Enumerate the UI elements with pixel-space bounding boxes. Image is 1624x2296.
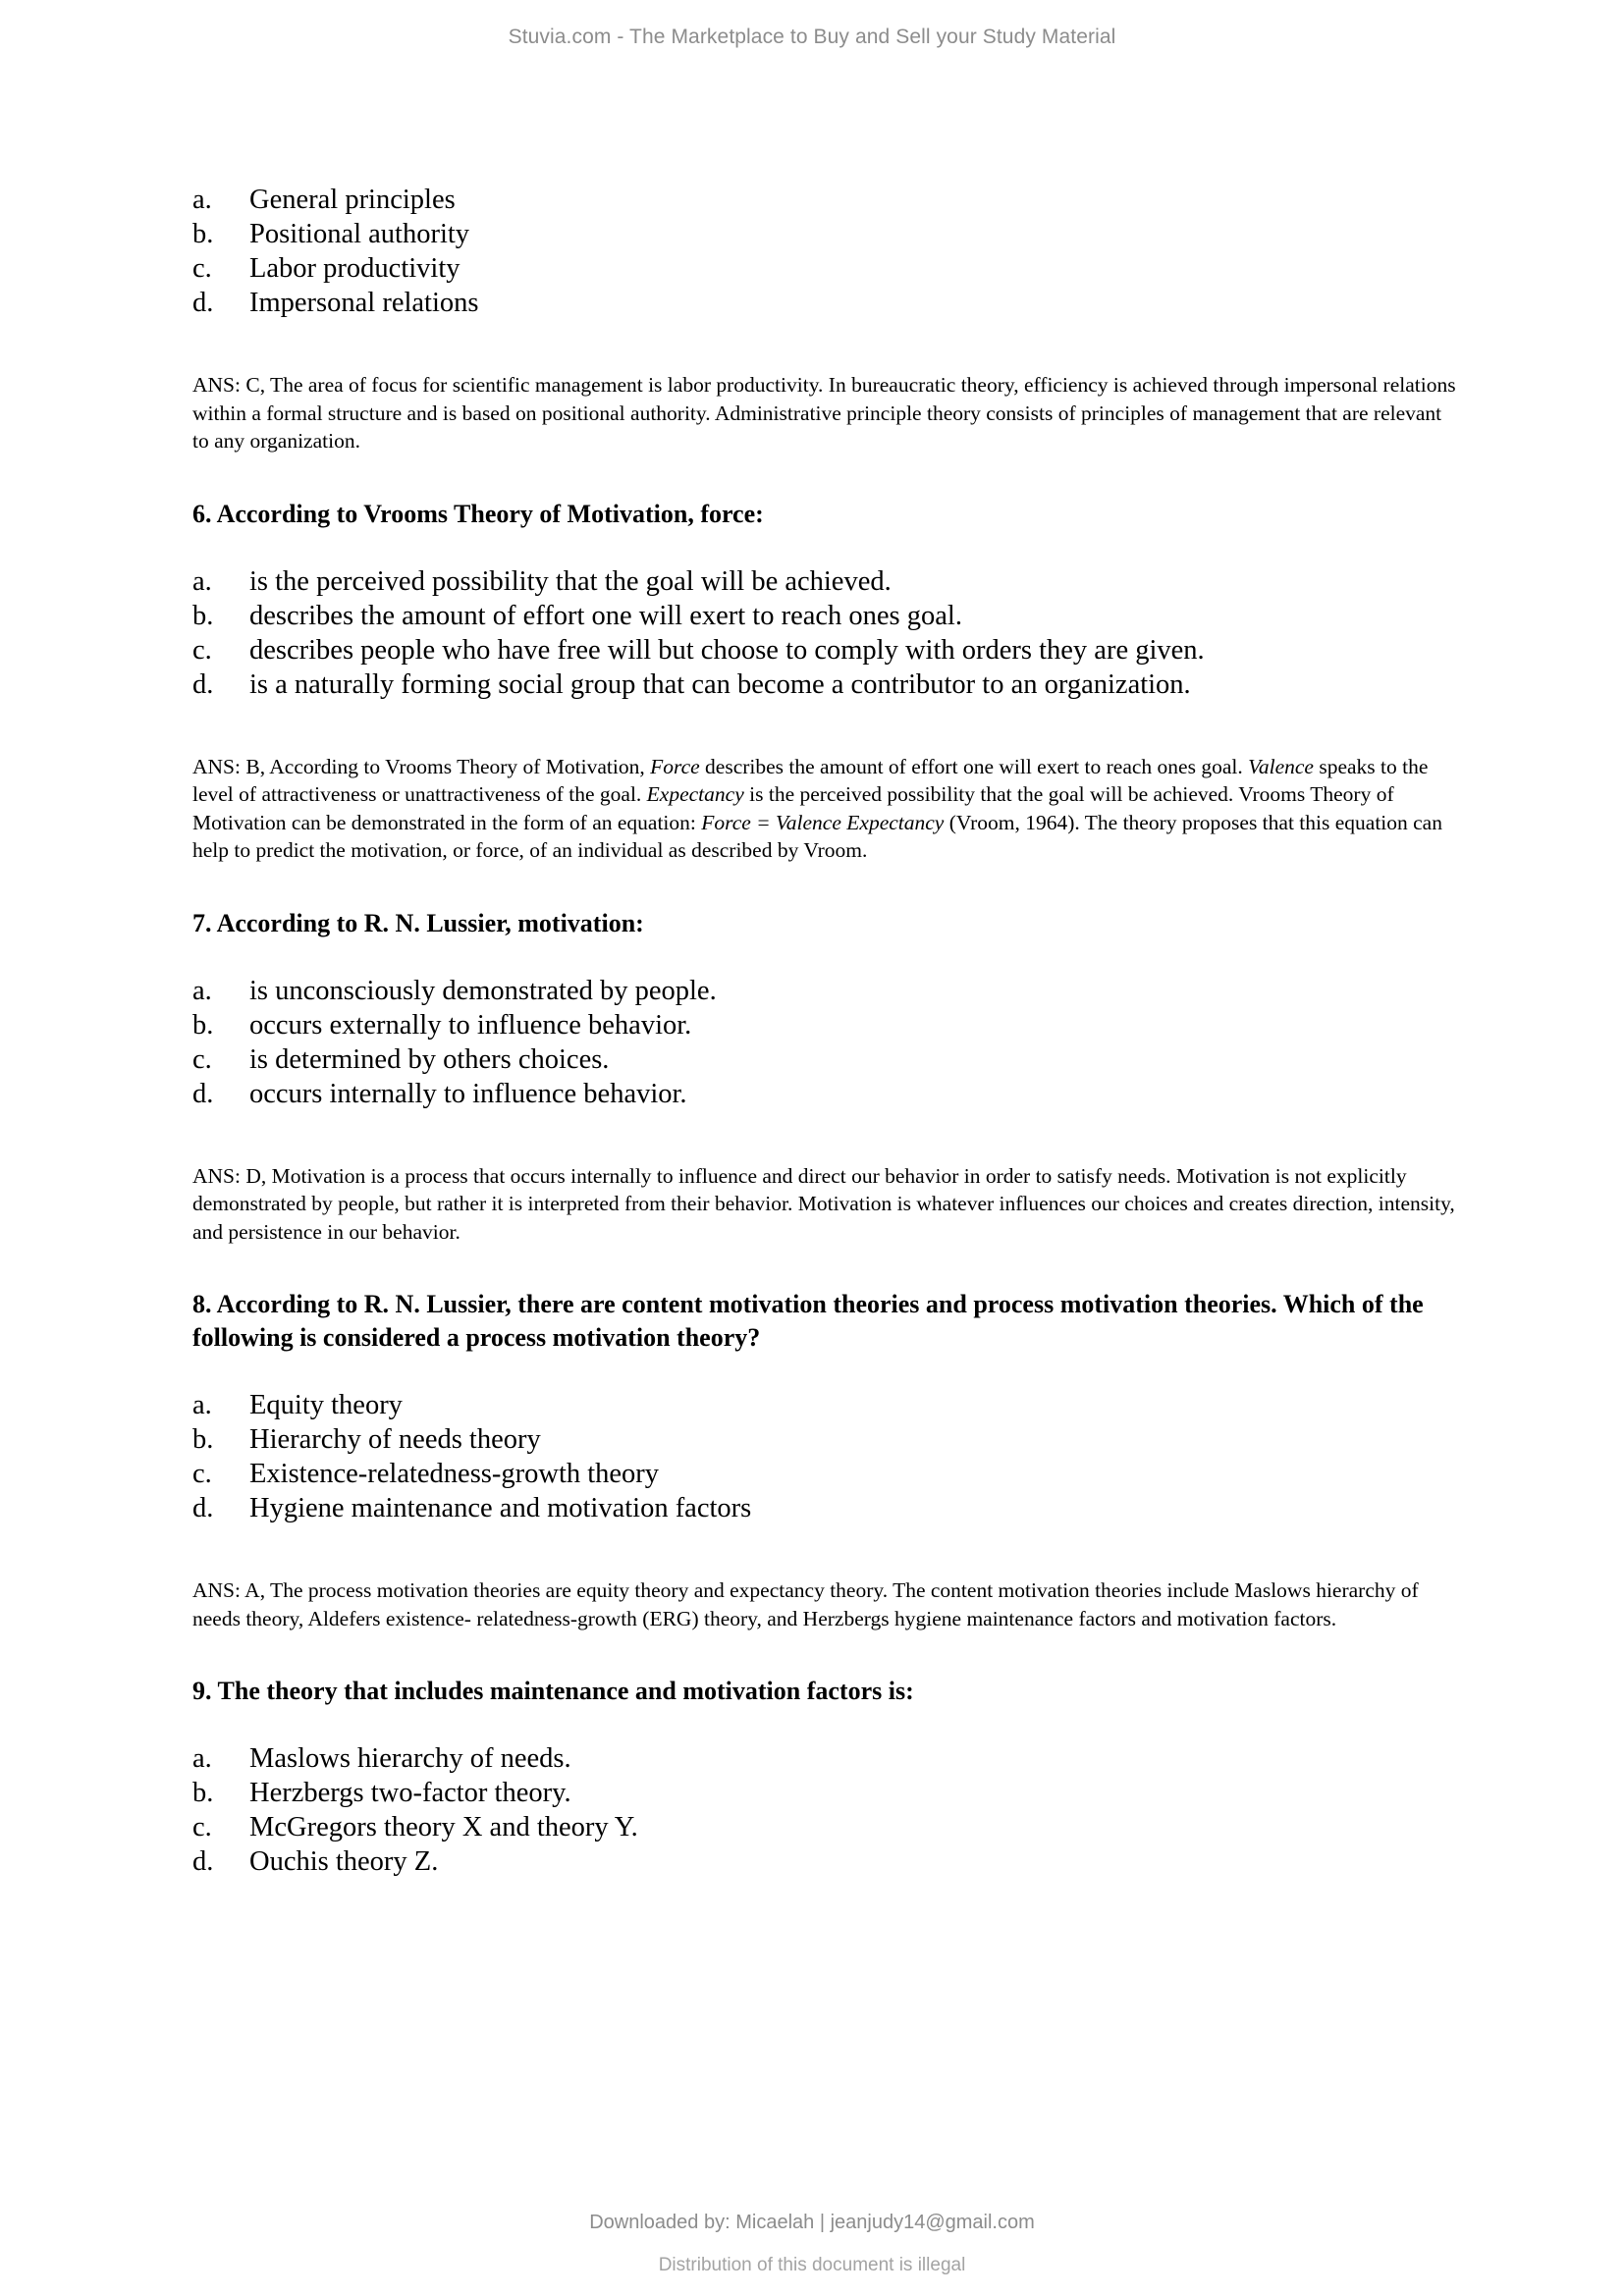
answer-text-part: is the perceived possibility that the goal will be achieved. Vrooms Theory of Motivation can be demonstrated in the form of an equation:	[192, 782, 1394, 834]
option-text: Labor productivity	[249, 253, 460, 284]
option-text: McGregors theory X and theory Y.	[249, 1812, 638, 1842]
stuvia-watermark-header: Stuvia.com - The Marketplace to Buy and Sell your Study Material	[508, 26, 1116, 48]
option-marker: c.	[192, 253, 212, 284]
spacer	[192, 702, 1469, 753]
emphasis-term: Force	[650, 754, 700, 778]
option-marker: a.	[192, 1743, 212, 1774]
spacer	[192, 1111, 1469, 1162]
answer-explanation-q7: ANS: D, Motivation is a process that occurs internally to influence and direct our behavior in order to satisfy needs. Motivation is not explicitly demonstrated by people, but rather it is interpreted from their behavior. Motivation is whatever influences our choices and creates direction, intensity, and persistence in our behavior.	[192, 1163, 1455, 1244]
list-item	[192, 1844, 1469, 1879]
option-marker: d.	[192, 288, 214, 318]
option-text: occurs externally to influence behavior.	[249, 1009, 692, 1041]
footer-distribution-notice: Distribution of this document is illegal	[658, 2255, 966, 2275]
option-marker: b.	[192, 219, 214, 249]
list-item	[192, 1388, 1469, 1422]
option-list-q7	[192, 974, 1469, 1111]
option-text: is a naturally forming social group that can become a contributor to an organization.	[249, 668, 1191, 700]
answer-text-part: describes the amount of effort one will exert to reach ones goal.	[699, 754, 1249, 778]
question-heading-q6: 6. According to Vrooms Theory of Motivation, force:	[192, 499, 764, 528]
option-marker: b.	[192, 600, 214, 631]
spacer	[192, 1355, 1469, 1388]
option-list-q9	[192, 1741, 1469, 1879]
document-content	[192, 183, 1469, 1879]
emphasis-equation: Force = Valence Expectancy	[701, 810, 945, 834]
list-item	[192, 1077, 1469, 1111]
list-item	[192, 1776, 1469, 1810]
option-marker: d.	[192, 1078, 214, 1109]
option-marker: a.	[192, 185, 212, 215]
list-item	[192, 633, 1469, 667]
option-text: Hygiene maintenance and motivation factors	[249, 1493, 752, 1523]
option-text: is determined by others choices.	[249, 1043, 610, 1075]
option-text: is unconsciously demonstrated by people.	[249, 975, 717, 1006]
option-text: Equity theory	[249, 1390, 403, 1420]
spacer	[192, 1246, 1469, 1288]
spacer	[192, 865, 1469, 907]
option-text: occurs internally to influence behavior.	[249, 1078, 687, 1109]
footer-downloaded-by: Downloaded by: Micaelah | jeanjudy14@gmail.com	[589, 2212, 1035, 2233]
list-item	[192, 599, 1469, 633]
answer-text-part: speaks to the level of attractiveness or unattractiveness of the goal.	[192, 754, 1429, 806]
option-marker: b.	[192, 1009, 214, 1041]
answer-explanation-q8: ANS: A, The process motivation theories are equity theory and expectancy theory. The content motivation theories include Maslows hierarchy of needs theory, Aldefers existence- relatedness-growth (ERG) theory, and Herzbergs hygiene maintenance factors and motivation factors.	[192, 1578, 1419, 1630]
option-text: General principles	[249, 185, 456, 215]
option-marker: b.	[192, 1778, 214, 1808]
list-item	[192, 1457, 1469, 1491]
answer-text-part: ANS: B, According to Vrooms Theory of Motivation,	[192, 754, 651, 778]
question-heading-q8: 8. According to R. N. Lussier, there are content motivation theories and process motivation theories. Which of the following is considered a process motivation theory?	[192, 1290, 1424, 1352]
option-text: Maslows hierarchy of needs.	[249, 1743, 571, 1774]
answer-explanation-q6	[192, 753, 1461, 865]
question-heading-q7: 7. According to R. N. Lussier, motivation:	[192, 908, 644, 937]
question-heading-q9: 9. The theory that includes maintenance and motivation factors is:	[192, 1677, 914, 1705]
spacer	[192, 531, 1469, 564]
spacer	[192, 320, 1469, 371]
option-marker: a.	[192, 565, 212, 597]
list-item	[192, 1491, 1469, 1525]
option-marker: d.	[192, 1846, 214, 1877]
spacer	[192, 940, 1469, 974]
option-marker: d.	[192, 668, 214, 700]
option-text: Herzbergs two-factor theory.	[249, 1778, 571, 1808]
list-item	[192, 251, 1469, 286]
list-item	[192, 667, 1469, 702]
spacer	[192, 1525, 1469, 1576]
list-item	[192, 286, 1469, 320]
option-list-q5	[192, 183, 1469, 320]
option-list-q8	[192, 1388, 1469, 1525]
option-text: Ouchis theory Z.	[249, 1846, 439, 1877]
emphasis-term: Valence	[1248, 754, 1314, 778]
spacer	[192, 455, 1469, 498]
option-list-q6	[192, 564, 1469, 702]
spacer	[192, 1632, 1469, 1675]
list-item	[192, 974, 1469, 1008]
option-text: Hierarchy of needs theory	[249, 1424, 541, 1455]
answer-explanation-q5: ANS: C, The area of focus for scientific management is labor productivity. In bureaucratic theory, efficiency is achieved through impersonal relations within a formal structure and is based on positional authority. Administrative principle theory consists of principles of management that are relevant to any organization.	[192, 373, 1456, 453]
list-item	[192, 183, 1469, 217]
option-marker: b.	[192, 1424, 214, 1455]
spacer	[192, 1708, 1469, 1741]
list-item	[192, 217, 1469, 251]
answer-text-part: (Vroom, 1964). The theory proposes that this equation can help to predict the motivation, or force, of an individual as described by Vroom.	[192, 810, 1442, 862]
option-text: describes the amount of effort one will exert to reach ones goal.	[249, 600, 962, 631]
list-item	[192, 1008, 1469, 1042]
emphasis-term: Expectancy	[646, 782, 744, 806]
list-item	[192, 1741, 1469, 1776]
option-text: is the perceived possibility that the goal will be achieved.	[249, 565, 892, 597]
option-marker: a.	[192, 975, 212, 1006]
option-marker: c.	[192, 634, 212, 666]
list-item	[192, 1422, 1469, 1457]
option-marker: c.	[192, 1812, 212, 1842]
option-text: Impersonal relations	[249, 288, 479, 318]
option-text: Existence-relatedness-growth theory	[249, 1459, 660, 1489]
option-marker: d.	[192, 1493, 214, 1523]
option-marker: c.	[192, 1459, 212, 1489]
list-item	[192, 564, 1469, 599]
option-text: describes people who have free will but choose to comply with orders they are given.	[249, 634, 1205, 666]
list-item	[192, 1042, 1469, 1077]
option-marker: a.	[192, 1390, 212, 1420]
option-marker: c.	[192, 1043, 212, 1075]
list-item	[192, 1810, 1469, 1844]
option-text: Positional authority	[249, 219, 470, 249]
